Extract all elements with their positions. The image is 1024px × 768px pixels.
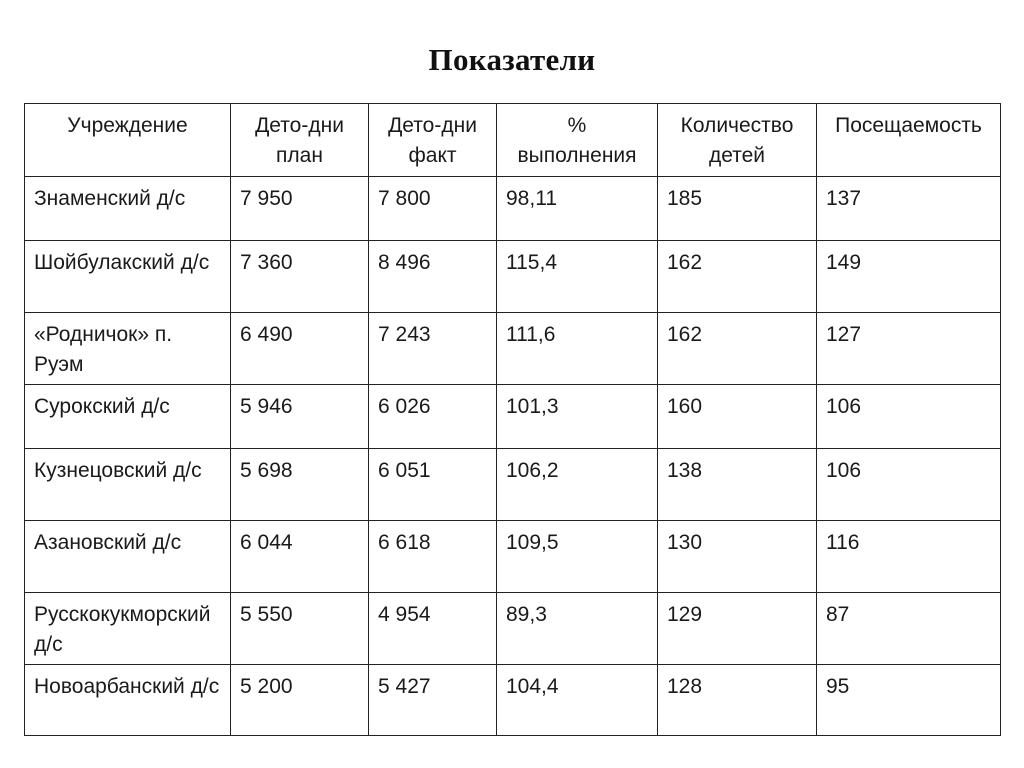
- cell-fact: 4 954: [369, 593, 497, 665]
- cell-plan: 7 950: [231, 177, 369, 241]
- header-attendance: [817, 104, 1001, 177]
- cell-percent: 101,3: [497, 385, 658, 449]
- table-row: [25, 521, 1001, 593]
- table-row: [25, 593, 1001, 665]
- cell-percent: 98,11: [497, 177, 658, 241]
- cell-institution: Азановский д/с: [25, 521, 231, 593]
- header-percent-line-1: %: [567, 114, 587, 137]
- header-attendance-label: Посещаемость: [835, 114, 982, 137]
- table-row: [25, 665, 1001, 736]
- table-row: [25, 313, 1001, 385]
- header-fact: [369, 104, 497, 177]
- cell-institution: Русскокукморский д/с: [25, 593, 231, 665]
- cell-children: 162: [658, 313, 817, 385]
- cell-attendance: 116: [817, 521, 1001, 593]
- cell-fact: 7 243: [369, 313, 497, 385]
- cell-attendance: 87: [817, 593, 1001, 665]
- table-row: [25, 241, 1001, 313]
- header-plan: [231, 104, 369, 177]
- cell-institution: Знаменский д/с: [25, 177, 231, 241]
- header-plan-line-1: Дето-дни: [255, 114, 344, 137]
- cell-children: 138: [658, 449, 817, 521]
- cell-children: 129: [658, 593, 817, 665]
- cell-children: 130: [658, 521, 817, 593]
- cell-fact: 5 427: [369, 665, 497, 736]
- cell-plan: 6 044: [231, 521, 369, 593]
- table-row: [25, 177, 1001, 241]
- cell-children: 162: [658, 241, 817, 313]
- cell-children: 185: [658, 177, 817, 241]
- cell-percent: 89,3: [497, 593, 658, 665]
- cell-attendance: 95: [817, 665, 1001, 736]
- cell-fact: 6 026: [369, 385, 497, 449]
- cell-institution: Сурокский д/с: [25, 385, 231, 449]
- cell-plan: 5 550: [231, 593, 369, 665]
- cell-plan: 5 698: [231, 449, 369, 521]
- cell-attendance: 106: [817, 385, 1001, 449]
- cell-institution: Кузнецовский д/с: [25, 449, 231, 521]
- cell-fact: 7 800: [369, 177, 497, 241]
- cell-attendance: 137: [817, 177, 1001, 241]
- cell-percent: 104,4: [497, 665, 658, 736]
- header-children-line-1: Количество: [680, 114, 794, 137]
- cell-institution: Шойбулакский д/с: [25, 241, 231, 313]
- cell-plan: 5 946: [231, 385, 369, 449]
- cell-plan: 5 200: [231, 665, 369, 736]
- indicators-table: [24, 103, 1001, 736]
- cell-children: 128: [658, 665, 817, 736]
- header-institution: [25, 104, 231, 177]
- table-row: [25, 385, 1001, 449]
- cell-institution: «Родничок» п. Руэм: [25, 313, 231, 385]
- table-row: [25, 449, 1001, 521]
- cell-percent: 106,2: [497, 449, 658, 521]
- header-children-line-2: детей: [708, 144, 766, 167]
- cell-plan: 7 360: [231, 241, 369, 313]
- cell-attendance: 127: [817, 313, 1001, 385]
- cell-plan: 6 490: [231, 313, 369, 385]
- header-percent: [497, 104, 658, 177]
- header-plan-line-2: план: [276, 144, 323, 167]
- header-children: [658, 104, 817, 177]
- header-institution-label: Учреждение: [67, 114, 188, 137]
- cell-fact: 6 051: [369, 449, 497, 521]
- cell-attendance: 106: [817, 449, 1001, 521]
- cell-percent: 115,4: [497, 241, 658, 313]
- page-title: Показатели: [428, 42, 596, 77]
- header-fact-line-1: Дето-дни: [388, 114, 477, 137]
- cell-percent: 109,5: [497, 521, 658, 593]
- cell-fact: 8 496: [369, 241, 497, 313]
- cell-percent: 111,6: [497, 313, 658, 385]
- cell-children: 160: [658, 385, 817, 449]
- header-fact-line-2: факт: [408, 144, 457, 167]
- table-header-row: [25, 104, 1001, 177]
- header-percent-line-2: выполнения: [517, 144, 637, 167]
- cell-institution: Новоарбанский д/с: [25, 665, 231, 736]
- cell-fact: 6 618: [369, 521, 497, 593]
- cell-attendance: 149: [817, 241, 1001, 313]
